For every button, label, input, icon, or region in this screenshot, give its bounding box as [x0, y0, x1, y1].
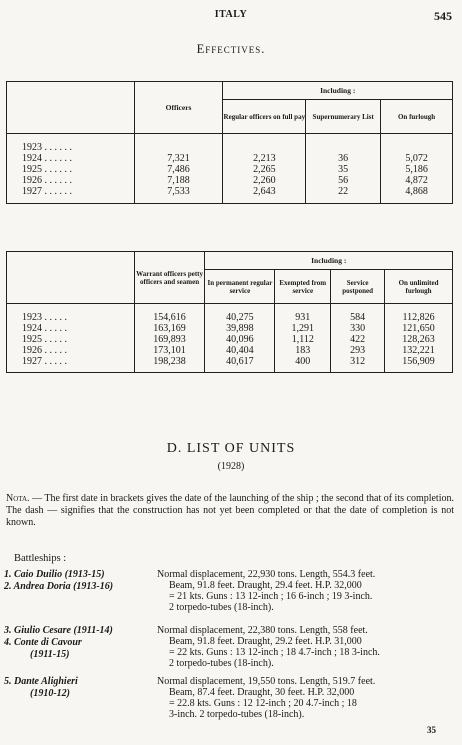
table-row	[7, 164, 453, 175]
section-heading-effectives: Effectives.	[196, 42, 266, 56]
page-number: 545	[434, 9, 452, 23]
ship-date: (1911-15)	[30, 649, 70, 660]
year-cell: 1926 . . . . . .	[22, 175, 72, 186]
unlimited-cell: 156,909	[385, 356, 453, 373]
supernumerary-cell: 35	[306, 164, 381, 175]
table-row	[7, 304, 453, 324]
year-cell: 1927 . . . . .	[22, 356, 67, 367]
units-year: (1928)	[217, 461, 245, 472]
exempted-cell: 1,112	[275, 334, 331, 345]
table-row	[7, 345, 453, 356]
desc-line: = 21 kts. Guns : 13 12-inch ; 16 6-inch ; 19 3-inch.	[169, 591, 373, 602]
officers-cell: 7,321	[134, 153, 223, 164]
including-header: Including :	[223, 82, 453, 100]
total-cell: 163,169	[134, 323, 205, 334]
unlimited-cell: 112,826	[385, 304, 453, 324]
ship-description-1	[157, 569, 455, 613]
desc-line: 2 torpedo-tubes (18-inch).	[169, 602, 274, 613]
year-cell: 1924 . . . . .	[22, 323, 67, 334]
year-cell: 1925 . . . . .	[22, 334, 67, 345]
regular-cell: 2,265	[223, 164, 306, 175]
exempted-cell: 400	[275, 356, 331, 373]
furlough-cell: 5,186	[381, 164, 453, 175]
permanent-cell: 40,275	[205, 304, 275, 324]
ship-name: 3. Giulio Cesare (1911-14)	[4, 625, 113, 636]
unlimited-cell: 132,221	[385, 345, 453, 356]
exempted-cell: 183	[275, 345, 331, 356]
total-cell: 198,238	[134, 356, 205, 373]
running-header: ITALY	[214, 9, 248, 20]
ship-description-2	[157, 625, 455, 669]
ship-entry-2	[4, 625, 113, 661]
nota-label: Nota.	[6, 493, 30, 504]
ship-entry-1	[4, 569, 113, 593]
furlough-cell: 5,072	[381, 153, 453, 164]
postponed-cell: 422	[331, 334, 385, 345]
officers-cell: 7,486	[134, 164, 223, 175]
permanent-cell: 40,404	[205, 345, 275, 356]
table-row	[7, 356, 453, 373]
year-cell: 1923 . . . . .	[22, 312, 67, 323]
officers-cell: 7,533	[134, 186, 223, 204]
officers-header: Officers	[134, 82, 223, 134]
desc-line: Beam, 87.4 feet. Draught, 30 feet. H.P. 32,000	[169, 687, 355, 698]
officers-cell	[134, 134, 223, 154]
desc-line: Normal displacement, 19,550 tons. Length, 519.7 feet.	[157, 676, 376, 687]
table-row	[7, 175, 453, 186]
supernumerary-cell: 56	[306, 175, 381, 186]
ship-entry-3	[4, 676, 78, 700]
table-row	[7, 334, 453, 345]
table-row	[7, 153, 453, 164]
blank-header-cell	[7, 252, 135, 304]
regular-cell: 2,643	[223, 186, 306, 204]
furlough-cell	[381, 134, 453, 154]
desc-line: = 22.8 kts. Guns : 12 12-inch ; 20 4.7-inch ; 18	[169, 698, 357, 709]
unlimited-header: On unlimited furlough	[385, 270, 453, 304]
desc-line: Normal displacement, 22,930 tons. Length, 554.3 feet.	[157, 569, 376, 580]
footer-number: 35	[427, 725, 436, 735]
ship-name: 1. Caio Duilio (1913-15)	[4, 569, 105, 580]
desc-line: 2 torpedo-tubes (18-inch).	[169, 658, 274, 669]
ship-date: (1910-12)	[30, 688, 70, 699]
table-row	[7, 134, 453, 154]
nota-paragraph	[6, 493, 454, 529]
total-cell: 154,616	[134, 304, 205, 324]
ship-name: 5. Dante Alighieri	[4, 676, 78, 687]
table-row	[7, 186, 453, 204]
unlimited-cell: 128,263	[385, 334, 453, 345]
ship-name: 2. Andrea Doria (1913-16)	[4, 581, 114, 592]
regular-cell: 2,213	[223, 153, 306, 164]
year-cell: 1927 . . . . . .	[22, 186, 72, 197]
unlimited-cell: 121,650	[385, 323, 453, 334]
table-row	[7, 323, 453, 334]
including-header-2: Including :	[205, 252, 453, 270]
year-cell: 1924 . . . . . .	[22, 153, 72, 164]
nota-text: — The first date in brackets gives the date of the launching of the ship ; the second that of its completion. The dash — signifies that the construction has not yet been completed or that the date of completion is not known.	[6, 493, 454, 528]
units-heading: D. LIST OF UNITS	[166, 441, 296, 456]
desc-line: 3-inch. 2 torpedo-tubes (18-inch).	[169, 709, 305, 720]
postponed-cell: 584	[331, 304, 385, 324]
furlough-cell: 4,868	[381, 186, 453, 204]
exempted-cell: 1,291	[275, 323, 331, 334]
permanent-cell: 40,617	[205, 356, 275, 373]
desc-line: Beam, 91.8 feet. Draught, 29.2 feet. H.P. 31,000	[169, 636, 362, 647]
supernumerary-cell	[306, 134, 381, 154]
year-cell: 1926 . . . . .	[22, 345, 67, 356]
desc-line: Beam, 91.8 feet. Draught, 29.4 feet. H.P. 32,000	[169, 580, 362, 591]
warrant-header: Warrant officers petty officers and seamen	[134, 252, 205, 304]
permanent-cell: 40,096	[205, 334, 275, 345]
exempted-header: Exempted from service	[275, 270, 331, 304]
desc-line: Normal displacement, 22,380 tons. Length, 558 feet.	[157, 625, 368, 636]
year-cell: 1923 . . . . . .	[22, 142, 72, 153]
regular-cell: 2,260	[223, 175, 306, 186]
exempted-cell: 931	[275, 304, 331, 324]
postponed-cell: 312	[331, 356, 385, 373]
postponed-header: Service postponed	[331, 270, 385, 304]
year-cell: 1925 . . . . . .	[22, 164, 72, 175]
total-cell: 169,893	[134, 334, 205, 345]
ship-description-3	[157, 676, 455, 720]
furlough-cell: 4,872	[381, 175, 453, 186]
category-label: Battleships :	[14, 553, 67, 564]
permanent-header: In permanent regular service	[205, 270, 275, 304]
supernumerary-cell: 36	[306, 153, 381, 164]
officers-table	[6, 81, 453, 204]
postponed-cell: 293	[331, 345, 385, 356]
furlough-header: On furlough	[381, 100, 453, 134]
blank-header-cell	[7, 82, 135, 134]
seamen-table	[6, 251, 453, 373]
officers-cell: 7,188	[134, 175, 223, 186]
supernumerary-cell: 22	[306, 186, 381, 204]
desc-line: = 22 kts. Guns : 13 12-inch ; 18 4.7-inch ; 18 3-inch.	[169, 647, 380, 658]
total-cell: 173,101	[134, 345, 205, 356]
ship-name: 4. Conte di Cavour	[4, 637, 82, 648]
regular-cell	[223, 134, 306, 154]
postponed-cell: 330	[331, 323, 385, 334]
regular-header: Regular officers on full pay	[223, 100, 306, 134]
supernumerary-header: Supernumerary List	[306, 100, 381, 134]
permanent-cell: 39,898	[205, 323, 275, 334]
